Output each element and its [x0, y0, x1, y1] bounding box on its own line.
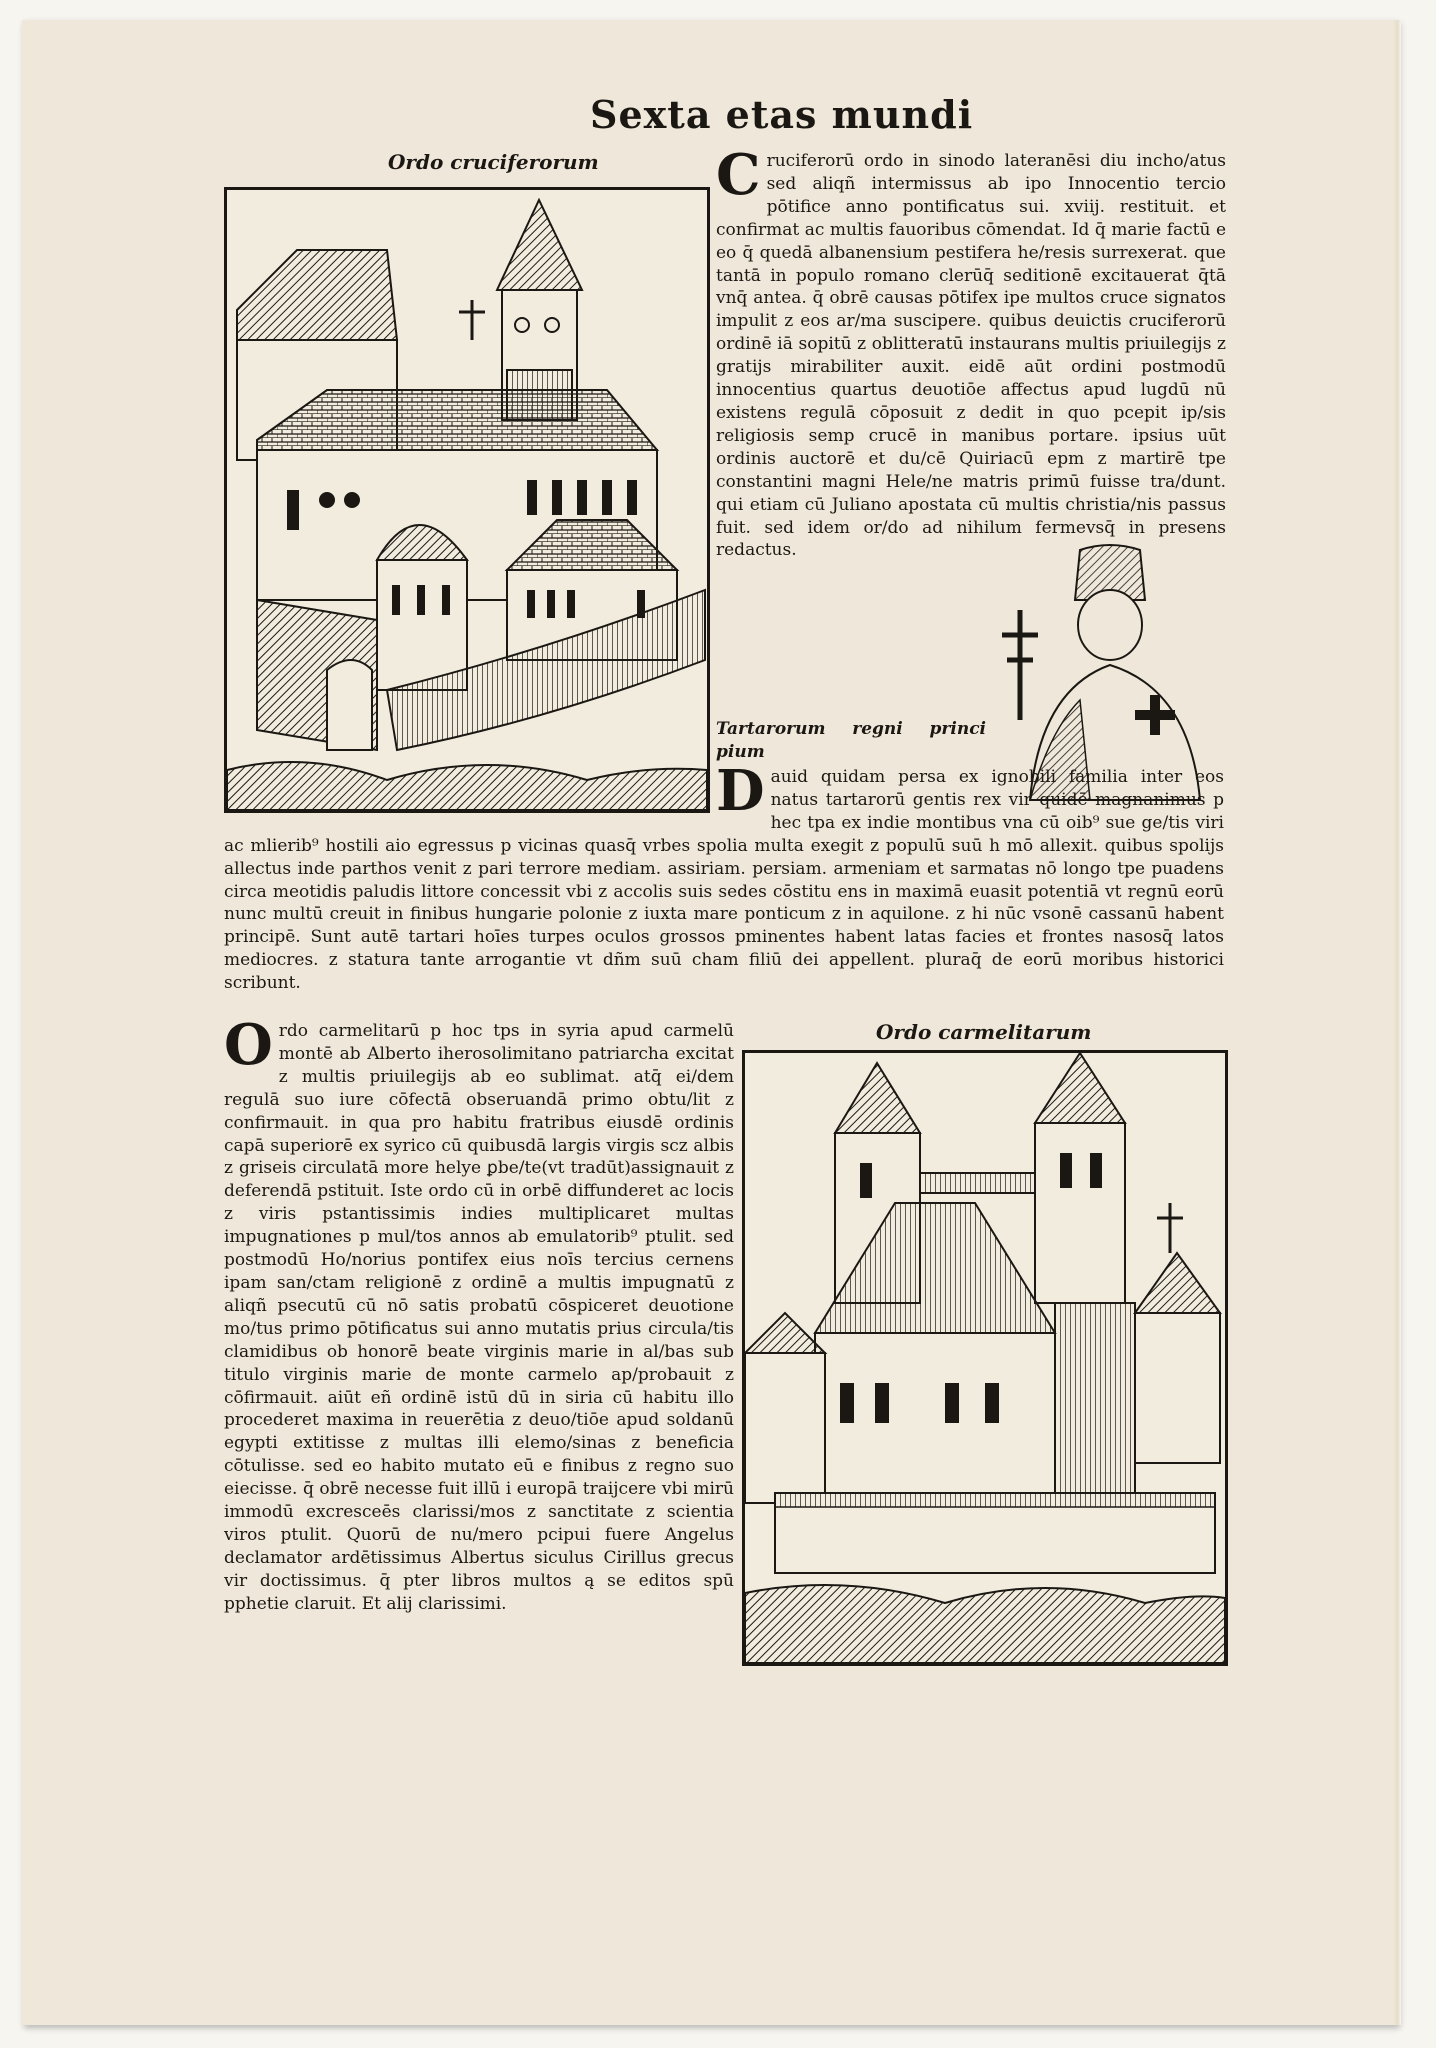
running-title: Sexta etas mundi — [590, 92, 974, 137]
carmelite-text-block — [224, 1012, 734, 1616]
caption-carmelitarum: Ordo carmelitarum — [876, 1020, 1092, 1044]
tartar-text: auid quidam persa ex ignobili familia inter eos natus tartarorū gentis rex vir quidē magnanimus p hec tpa ex indie montibus vna cū oib⁹ sue ge/tis viri ac mlierib⁹ hostili aio egressus p vicinas quasq̄ vrbes spolia multa exegit z populū suū h mō allexit. quibus spolijs allectus inde parthos venit z pari terrore mediam. assiriam. persiam. armeniam et sarmatas nō longo tpe puadens circa meotidis paludis littore concessit vbi z accolis suis sedes cōstitu ens in maximā euasit potentiā vt regnū eorū nunc multū creuit in finibus hungarie polonie z iuxta mare ponticum z in aquilone. z hi nūc vsonē cassanū habent principē. Sunt autē tartari hoīes turpes oculos grossos pminentes habent latas facies et frontes nasosq̄ latos mediocres. z statura tante arrogantie vt dñm suū cham filiū dei appellent. pluraq̄ de eorū moribus historici scribunt. — [224, 767, 1224, 994]
dropcap-c: C — [716, 142, 761, 208]
tartar-heading-block — [716, 718, 986, 764]
crucifer-text-block — [716, 142, 1226, 562]
tartar-text-block — [224, 758, 1224, 995]
tartar-heading: Tartarorum regni princi pium — [716, 719, 986, 762]
woodcut-monastery-illustration — [227, 190, 707, 810]
woodcut-cruciferorum — [224, 187, 710, 813]
woodcut-carmelite-church-illustration — [745, 1053, 1225, 1663]
carmelite-text: rdo carmelitarū p hoc tps in syria apud carmelū montē ab Alberto iherosolimitano patriarcha excitat z multis priuilegijs ab eo sublimat. atq̄ ei/dem regulā suo iure cōfectā obseruandā primo obtu/lit z confirmauit. in qua pro habitu fratribus eiusdē ordinis capā superiorē ex syrico cū quibusdā largis virgis scz albis z griseis circulatā more helye ꝑbe/te(vt tradūt)assignauit z deferendā pstituit. Iste ordo cū in orbē diffunderet ac locis z viris pstantissimis indies multiplicaret multas impugnationes p mul/tos annos ab emulatorib⁹ ptulit. sed postmodū Ho/norius pontifex eius noīs tercius cernens ipam san/ctam religionē z ordinē a multis impugnatū z aliqñ psecutū cū nō satis probatū cōspiceret deuotione mo/tus primo pōtificatus sui anno mutatis prius circula/tis clamidibus ob honorē beate virginis marie in al/bas sub titulo virginis marie de monte carmelo ap/probauit z cōfirmauit. aiūt eñ ordinē istū dū in siria cū habitu illo procederet maxima in reuerētia z deuo/tiōe apud soldanū egypti extitisse z multas illi elemo/sinas z beneficia cōtulisse. sed eo habito mutato eū e finibus z regno suo eiecisse. q̄ obrē necesse fuit illū i europā traijcere vbi mirū immodū excresceēs clarissi/mos z sanctitate z scientia viros ptulit. Quorū de nu/mero pcipui fuere Angelus declamator ardētissimus Albertus siculus Cirillus grecus vir doctissimus. q̄ pter libros multos ą se editos spū pphetie claruit. Et alij clarissimi. — [224, 1021, 734, 1614]
caption-cruciferorum: Ordo cruciferorum — [388, 150, 599, 174]
dropcap-o: O — [224, 1012, 273, 1078]
dropcap-d: D — [716, 758, 765, 824]
deckle-edge — [1393, 20, 1401, 2025]
crucifer-text: ruciferorū ordo in sinodo lateranēsi diu incho/atus sed aliqñ intermissus ab ipo Innocentio tercio pōtifice anno pontificatus sui. xviij. restituit. et confirmat ac multis fauoribus cōmendat. Id q̄ marie factū e eo q̄ quedā albanensium pestifera he/resis surrexerat. que tantā in populo romano clerūq̄ seditionē excitauerat q̄tā vnq̄ antea. q̄ obrē causas pōtifex ipe multos cruce signatos impulit z eos ar/ma suscipere. quibus deuictis cruciferorū ordinē iā sopitū z oblitteratū instaurans multis priuilegijs z gratijs mirabiliter auxit. eidē aūt ordini postmodū innocentius quartus deuotiōe affectus apud lugdū nū existens regulā cōposuit z dedit in quo pcepit ip/sis religiosis semp crucē in manibus portare. ipsius uūt ordinis auctorē et du/cē Quiriacū epm z martirē tpe constantini magni Hele/ne matris primū fuisse tra/dunt. qui etiam cū Juliano apostata cū multis christia/nis passus fuit. sed idem or/do ad nihilum fermevsq̄ in presens redactus. — [716, 151, 1226, 561]
woodcut-carmelitarum — [742, 1050, 1228, 1666]
